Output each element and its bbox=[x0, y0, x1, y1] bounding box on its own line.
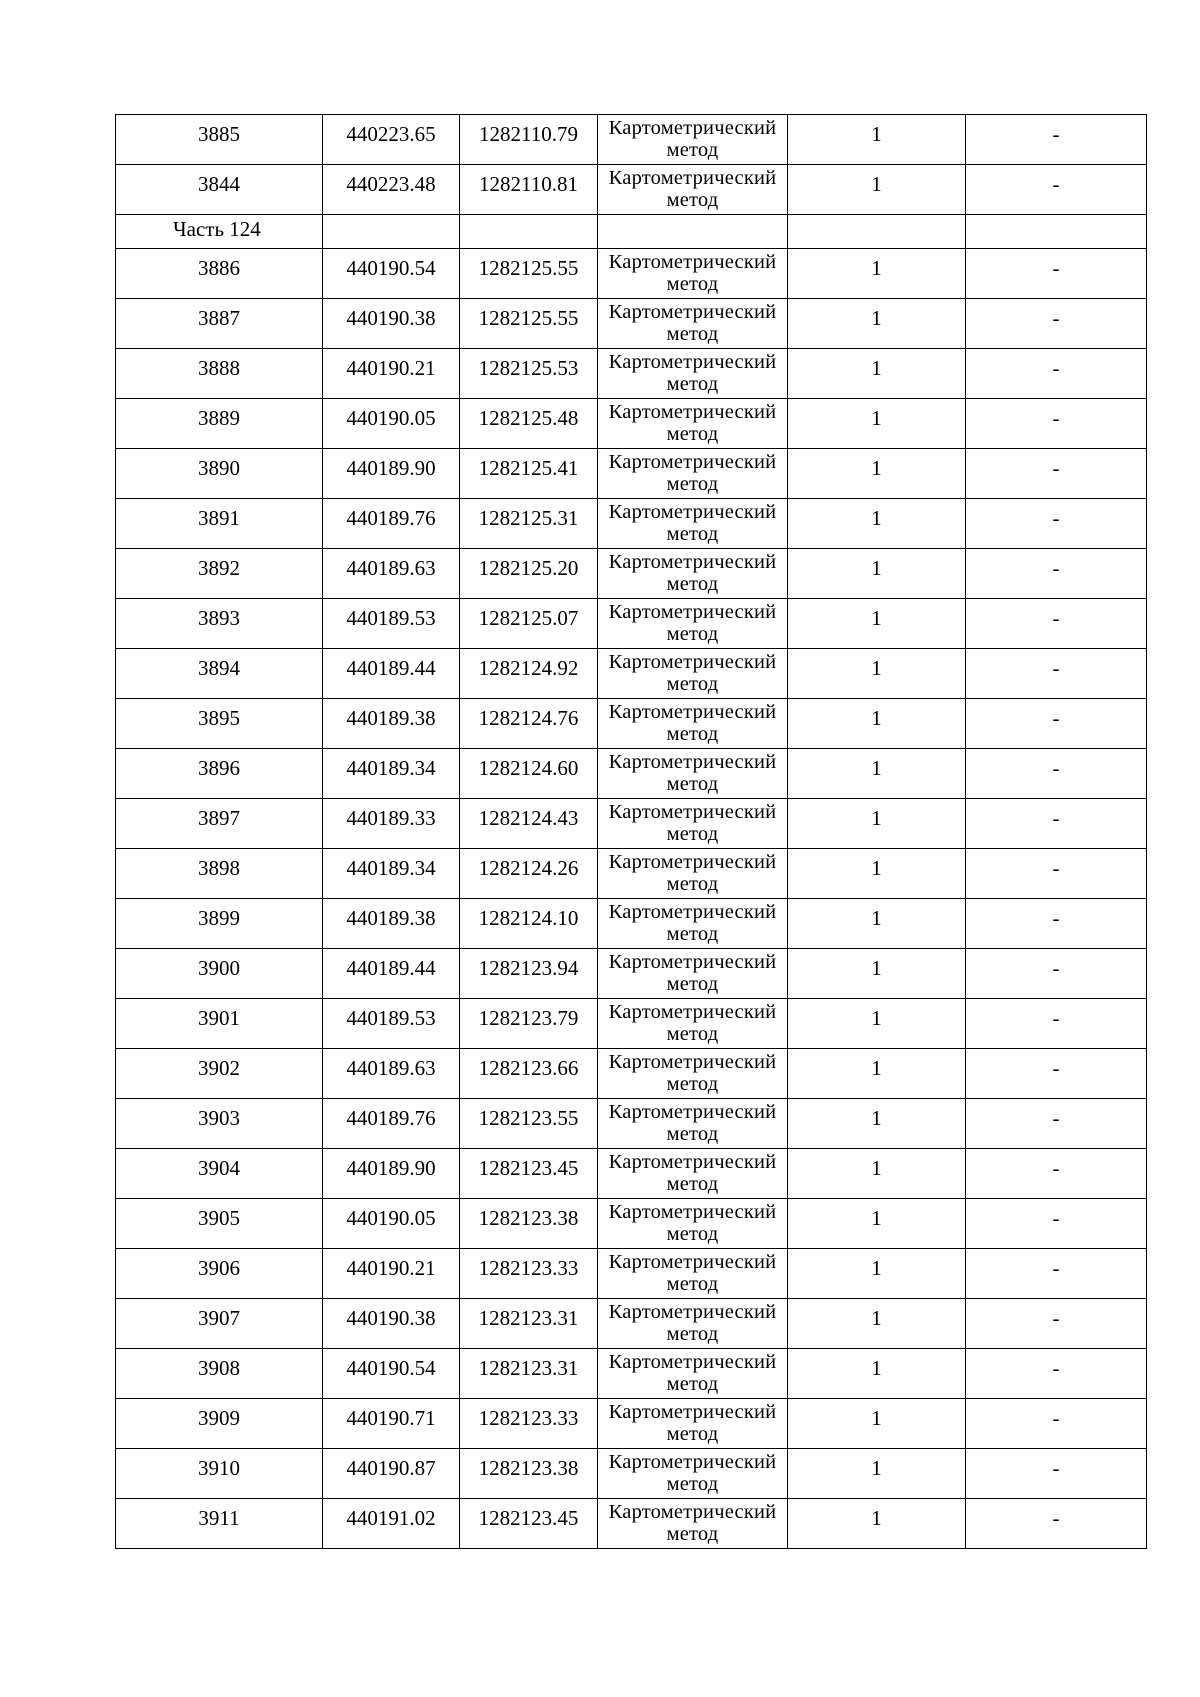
y-coordinate-cell: 1282123.94 bbox=[460, 949, 598, 999]
method-cell: Картометрический метод bbox=[598, 1049, 788, 1099]
method-cell: Картометрический метод bbox=[598, 749, 788, 799]
y-coordinate-cell: 1282125.41 bbox=[460, 449, 598, 499]
note-cell: - bbox=[966, 1149, 1147, 1199]
table-row bbox=[116, 1049, 1147, 1099]
x-coordinate-cell: 440189.44 bbox=[323, 949, 460, 999]
point-number-cell: 3893 bbox=[116, 599, 323, 649]
note-cell: - bbox=[966, 599, 1147, 649]
method-cell: Картометрический метод bbox=[598, 799, 788, 849]
table-row bbox=[116, 1499, 1147, 1549]
y-coordinate-cell: 1282123.79 bbox=[460, 999, 598, 1049]
point-number-cell: 3888 bbox=[116, 349, 323, 399]
table-row bbox=[116, 249, 1147, 299]
note-cell: - bbox=[966, 165, 1147, 215]
table-row bbox=[116, 1399, 1147, 1449]
x-coordinate-cell: 440190.21 bbox=[323, 349, 460, 399]
point-number-cell: 3885 bbox=[116, 115, 323, 165]
y-coordinate-cell: 1282123.33 bbox=[460, 1249, 598, 1299]
method-cell: Картометрический метод bbox=[598, 249, 788, 299]
x-coordinate-cell: 440189.34 bbox=[323, 749, 460, 799]
x-coordinate-cell: 440223.48 bbox=[323, 165, 460, 215]
precision-cell: 1 bbox=[788, 349, 966, 399]
method-cell: Картометрический метод bbox=[598, 349, 788, 399]
y-coordinate-cell: 1282110.81 bbox=[460, 165, 598, 215]
table-row bbox=[116, 299, 1147, 349]
x-coordinate-cell: 440189.90 bbox=[323, 449, 460, 499]
precision-cell: 1 bbox=[788, 1249, 966, 1299]
point-number-cell: 3889 bbox=[116, 399, 323, 449]
x-coordinate-cell: 440189.63 bbox=[323, 1049, 460, 1099]
method-cell: Картометрический метод bbox=[598, 1149, 788, 1199]
method-cell: Картометрический метод bbox=[598, 649, 788, 699]
x-coordinate-cell: 440190.54 bbox=[323, 1349, 460, 1399]
precision-cell: 1 bbox=[788, 115, 966, 165]
point-number-cell: 3903 bbox=[116, 1099, 323, 1149]
y-coordinate-cell: 1282125.31 bbox=[460, 499, 598, 549]
y-coordinate-cell: 1282124.10 bbox=[460, 899, 598, 949]
note-cell: - bbox=[966, 549, 1147, 599]
table-row bbox=[116, 1149, 1147, 1199]
precision-cell: 1 bbox=[788, 749, 966, 799]
precision-cell: 1 bbox=[788, 699, 966, 749]
table-row bbox=[116, 1449, 1147, 1499]
x-coordinate-cell: 440189.90 bbox=[323, 1149, 460, 1199]
point-number-cell: 3904 bbox=[116, 1149, 323, 1199]
x-coordinate-cell: 440190.87 bbox=[323, 1449, 460, 1499]
table-row bbox=[116, 1299, 1147, 1349]
point-number-cell: 3899 bbox=[116, 899, 323, 949]
precision-cell: 1 bbox=[788, 1199, 966, 1249]
note-cell: - bbox=[966, 249, 1147, 299]
note-cell: - bbox=[966, 1349, 1147, 1399]
precision-cell: 1 bbox=[788, 1099, 966, 1149]
point-number-cell: 3887 bbox=[116, 299, 323, 349]
precision-cell: 1 bbox=[788, 1049, 966, 1099]
precision-cell: 1 bbox=[788, 1299, 966, 1349]
x-coordinate-cell: 440190.71 bbox=[323, 1399, 460, 1449]
table-row bbox=[116, 849, 1147, 899]
method-cell: Картометрический метод bbox=[598, 499, 788, 549]
empty-cell bbox=[788, 215, 966, 249]
precision-cell: 1 bbox=[788, 165, 966, 215]
precision-cell: 1 bbox=[788, 1499, 966, 1549]
x-coordinate-cell: 440189.76 bbox=[323, 1099, 460, 1149]
table-row bbox=[116, 115, 1147, 165]
note-cell: - bbox=[966, 299, 1147, 349]
empty-cell bbox=[966, 215, 1147, 249]
table-row bbox=[116, 749, 1147, 799]
table-row bbox=[116, 1199, 1147, 1249]
precision-cell: 1 bbox=[788, 299, 966, 349]
y-coordinate-cell: 1282123.31 bbox=[460, 1299, 598, 1349]
y-coordinate-cell: 1282123.33 bbox=[460, 1399, 598, 1449]
y-coordinate-cell: 1282125.55 bbox=[460, 299, 598, 349]
precision-cell: 1 bbox=[788, 849, 966, 899]
point-number-cell: 3902 bbox=[116, 1049, 323, 1099]
method-cell: Картометрический метод bbox=[598, 1249, 788, 1299]
point-number-cell: 3890 bbox=[116, 449, 323, 499]
precision-cell: 1 bbox=[788, 249, 966, 299]
precision-cell: 1 bbox=[788, 449, 966, 499]
precision-cell: 1 bbox=[788, 1449, 966, 1499]
y-coordinate-cell: 1282124.26 bbox=[460, 849, 598, 899]
point-number-cell: 3908 bbox=[116, 1349, 323, 1399]
table-row bbox=[116, 599, 1147, 649]
y-coordinate-cell: 1282123.45 bbox=[460, 1499, 598, 1549]
x-coordinate-cell: 440189.44 bbox=[323, 649, 460, 699]
table-row bbox=[116, 449, 1147, 499]
x-coordinate-cell: 440223.65 bbox=[323, 115, 460, 165]
method-cell: Картометрический метод bbox=[598, 1099, 788, 1149]
x-coordinate-cell: 440189.38 bbox=[323, 699, 460, 749]
method-cell: Картометрический метод bbox=[598, 699, 788, 749]
y-coordinate-cell: 1282123.31 bbox=[460, 1349, 598, 1399]
note-cell: - bbox=[966, 1249, 1147, 1299]
point-number-cell: 3901 bbox=[116, 999, 323, 1049]
point-number-cell: 3910 bbox=[116, 1449, 323, 1499]
table-row bbox=[116, 349, 1147, 399]
method-cell: Картометрический метод bbox=[598, 1349, 788, 1399]
note-cell: - bbox=[966, 699, 1147, 749]
precision-cell: 1 bbox=[788, 999, 966, 1049]
note-cell: - bbox=[966, 449, 1147, 499]
note-cell: - bbox=[966, 1449, 1147, 1499]
point-number-cell: 3886 bbox=[116, 249, 323, 299]
precision-cell: 1 bbox=[788, 1349, 966, 1399]
x-coordinate-cell: 440190.54 bbox=[323, 249, 460, 299]
y-coordinate-cell: 1282125.48 bbox=[460, 399, 598, 449]
note-cell: - bbox=[966, 349, 1147, 399]
y-coordinate-cell: 1282125.55 bbox=[460, 249, 598, 299]
table-row bbox=[116, 549, 1147, 599]
precision-cell: 1 bbox=[788, 899, 966, 949]
empty-cell bbox=[323, 215, 460, 249]
y-coordinate-cell: 1282110.79 bbox=[460, 115, 598, 165]
table-row bbox=[116, 699, 1147, 749]
note-cell: - bbox=[966, 899, 1147, 949]
point-number-cell: 3900 bbox=[116, 949, 323, 999]
x-coordinate-cell: 440190.38 bbox=[323, 299, 460, 349]
y-coordinate-cell: 1282123.66 bbox=[460, 1049, 598, 1099]
table-row bbox=[116, 949, 1147, 999]
y-coordinate-cell: 1282124.43 bbox=[460, 799, 598, 849]
y-coordinate-cell: 1282123.45 bbox=[460, 1149, 598, 1199]
note-cell: - bbox=[966, 1049, 1147, 1099]
note-cell: - bbox=[966, 799, 1147, 849]
x-coordinate-cell: 440190.05 bbox=[323, 1199, 460, 1249]
y-coordinate-cell: 1282123.38 bbox=[460, 1449, 598, 1499]
note-cell: - bbox=[966, 1299, 1147, 1349]
note-cell: - bbox=[966, 1399, 1147, 1449]
x-coordinate-cell: 440189.76 bbox=[323, 499, 460, 549]
x-coordinate-cell: 440190.21 bbox=[323, 1249, 460, 1299]
note-cell: - bbox=[966, 849, 1147, 899]
note-cell: - bbox=[966, 1499, 1147, 1549]
y-coordinate-cell: 1282124.60 bbox=[460, 749, 598, 799]
y-coordinate-cell: 1282125.53 bbox=[460, 349, 598, 399]
note-cell: - bbox=[966, 1099, 1147, 1149]
point-number-cell: 3906 bbox=[116, 1249, 323, 1299]
coordinates-table-body bbox=[116, 115, 1147, 1549]
table-row bbox=[116, 899, 1147, 949]
x-coordinate-cell: 440191.02 bbox=[323, 1499, 460, 1549]
table-row bbox=[116, 799, 1147, 849]
empty-cell bbox=[460, 215, 598, 249]
note-cell: - bbox=[966, 399, 1147, 449]
x-coordinate-cell: 440189.33 bbox=[323, 799, 460, 849]
x-coordinate-cell: 440189.53 bbox=[323, 999, 460, 1049]
note-cell: - bbox=[966, 999, 1147, 1049]
note-cell: - bbox=[966, 949, 1147, 999]
note-cell: - bbox=[966, 115, 1147, 165]
method-cell: Картометрический метод bbox=[598, 299, 788, 349]
precision-cell: 1 bbox=[788, 549, 966, 599]
method-cell: Картометрический метод bbox=[598, 999, 788, 1049]
method-cell: Картометрический метод bbox=[598, 899, 788, 949]
method-cell: Картометрический метод bbox=[598, 849, 788, 899]
point-number-cell: 3905 bbox=[116, 1199, 323, 1249]
method-cell: Картометрический метод bbox=[598, 1449, 788, 1499]
method-cell: Картометрический метод bbox=[598, 399, 788, 449]
point-number-cell: 3891 bbox=[116, 499, 323, 549]
method-cell: Картометрический метод bbox=[598, 115, 788, 165]
method-cell: Картометрический метод bbox=[598, 449, 788, 499]
y-coordinate-cell: 1282125.07 bbox=[460, 599, 598, 649]
method-cell: Картометрический метод bbox=[598, 1299, 788, 1349]
method-cell: Картометрический метод bbox=[598, 549, 788, 599]
point-number-cell: 3898 bbox=[116, 849, 323, 899]
y-coordinate-cell: 1282125.20 bbox=[460, 549, 598, 599]
point-number-cell: 3892 bbox=[116, 549, 323, 599]
x-coordinate-cell: 440189.63 bbox=[323, 549, 460, 599]
table-row bbox=[116, 165, 1147, 215]
x-coordinate-cell: 440190.38 bbox=[323, 1299, 460, 1349]
y-coordinate-cell: 1282124.92 bbox=[460, 649, 598, 699]
precision-cell: 1 bbox=[788, 949, 966, 999]
x-coordinate-cell: 440190.05 bbox=[323, 399, 460, 449]
precision-cell: 1 bbox=[788, 1149, 966, 1199]
x-coordinate-cell: 440189.53 bbox=[323, 599, 460, 649]
point-number-cell: 3897 bbox=[116, 799, 323, 849]
point-number-cell: 3909 bbox=[116, 1399, 323, 1449]
point-number-cell: 3896 bbox=[116, 749, 323, 799]
precision-cell: 1 bbox=[788, 799, 966, 849]
coordinates-table bbox=[115, 114, 1147, 1549]
precision-cell: 1 bbox=[788, 399, 966, 449]
table-row bbox=[116, 1099, 1147, 1149]
part-row bbox=[116, 215, 1147, 249]
table-row bbox=[116, 999, 1147, 1049]
precision-cell: 1 bbox=[788, 649, 966, 699]
note-cell: - bbox=[966, 499, 1147, 549]
x-coordinate-cell: 440189.38 bbox=[323, 899, 460, 949]
method-cell: Картометрический метод bbox=[598, 1499, 788, 1549]
method-cell: Картометрический метод bbox=[598, 1199, 788, 1249]
point-number-cell: 3844 bbox=[116, 165, 323, 215]
method-cell: Картометрический метод bbox=[598, 165, 788, 215]
note-cell: - bbox=[966, 649, 1147, 699]
method-cell: Картометрический метод bbox=[598, 949, 788, 999]
y-coordinate-cell: 1282123.55 bbox=[460, 1099, 598, 1149]
precision-cell: 1 bbox=[788, 499, 966, 549]
point-number-cell: 3894 bbox=[116, 649, 323, 699]
method-cell: Картометрический метод bbox=[598, 1399, 788, 1449]
point-number-cell: 3907 bbox=[116, 1299, 323, 1349]
x-coordinate-cell: 440189.34 bbox=[323, 849, 460, 899]
point-number-cell: 3895 bbox=[116, 699, 323, 749]
note-cell: - bbox=[966, 1199, 1147, 1249]
method-cell: Картометрический метод bbox=[598, 599, 788, 649]
point-number-cell: 3911 bbox=[116, 1499, 323, 1549]
empty-cell bbox=[598, 215, 788, 249]
y-coordinate-cell: 1282123.38 bbox=[460, 1199, 598, 1249]
table-row bbox=[116, 649, 1147, 699]
precision-cell: 1 bbox=[788, 599, 966, 649]
note-cell: - bbox=[966, 749, 1147, 799]
table-row bbox=[116, 399, 1147, 449]
precision-cell: 1 bbox=[788, 1399, 966, 1449]
table-row bbox=[116, 1249, 1147, 1299]
table-row bbox=[116, 499, 1147, 549]
y-coordinate-cell: 1282124.76 bbox=[460, 699, 598, 749]
part-label: Часть 124 bbox=[116, 215, 323, 249]
table-row bbox=[116, 1349, 1147, 1399]
